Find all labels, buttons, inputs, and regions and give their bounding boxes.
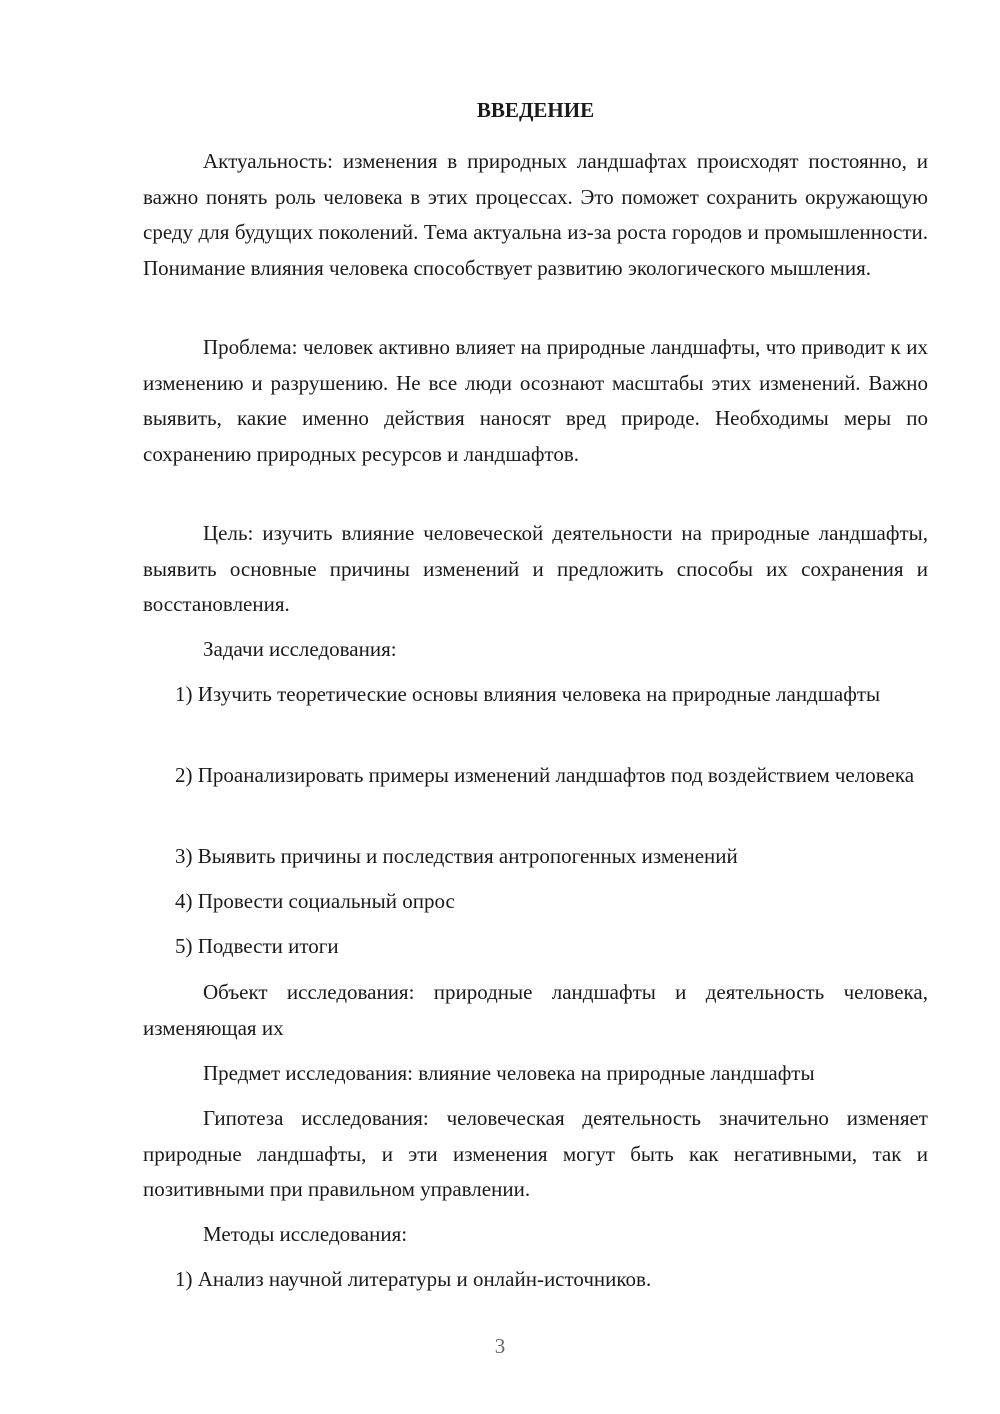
paragraph-subject: Предмет исследования: влияние человека на природные ландшафты xyxy=(203,1061,815,1085)
section-title: ВВЕДЕНИЕ xyxy=(476,98,595,122)
page-number: 3 xyxy=(494,1334,506,1358)
task-item: 3) Выявить причины и последствия антропогенных изменений xyxy=(175,844,738,868)
paragraph-goal: Цель: изучить влияние человеческой деятельности на природные ландшафты, выявить основные причины изменений и предложить способы их сохранения и восстановления. xyxy=(143,521,928,616)
task-item: 5) Подвести итоги xyxy=(175,934,339,958)
method-item: 1) Анализ научной литературы и онлайн-источников. xyxy=(175,1267,652,1291)
paragraph-problem: Проблема: человек активно влияет на природные ландшафты, что приводит к их изменению и разрушению. Не все люди осознают масштабы этих изменений. Важно выявить, какие именно действия наносят вред природе. Необходимы меры по сохранению природных ресурсов и ландшафтов. xyxy=(143,335,928,466)
paragraph-object: Объект исследования: природные ландшафты и деятельность человека, изменяющая их xyxy=(143,980,928,1040)
paragraph-methods-heading: Методы исследования: xyxy=(203,1222,408,1246)
paragraph-tasks-heading: Задачи исследования: xyxy=(203,637,397,661)
task-item: 4) Провести социальный опрос xyxy=(175,889,455,913)
task-item: 1) Изучить теоретические основы влияния человека на природные ландшафты xyxy=(175,682,881,706)
task-item: 2) Проанализировать примеры изменений ландшафтов под воздействием человека xyxy=(175,763,915,787)
paragraph-hypothesis: Гипотеза исследования: человеческая деятельность значительно изменяет природные ландшафты, и эти изменения могут быть как негативными, так и позитивными при правильном управлении. xyxy=(143,1106,928,1201)
paragraph-relevance: Актуальность: изменения в природных ландшафтах происходят постоянно, и важно понять роль человека в этих процессах. Это поможет сохранить окружающую среду для будущих поколений. Тема актуальна из-за роста городов и промышленности. Понимание влияния человека способствует развитию экологического мышления. xyxy=(143,149,928,280)
